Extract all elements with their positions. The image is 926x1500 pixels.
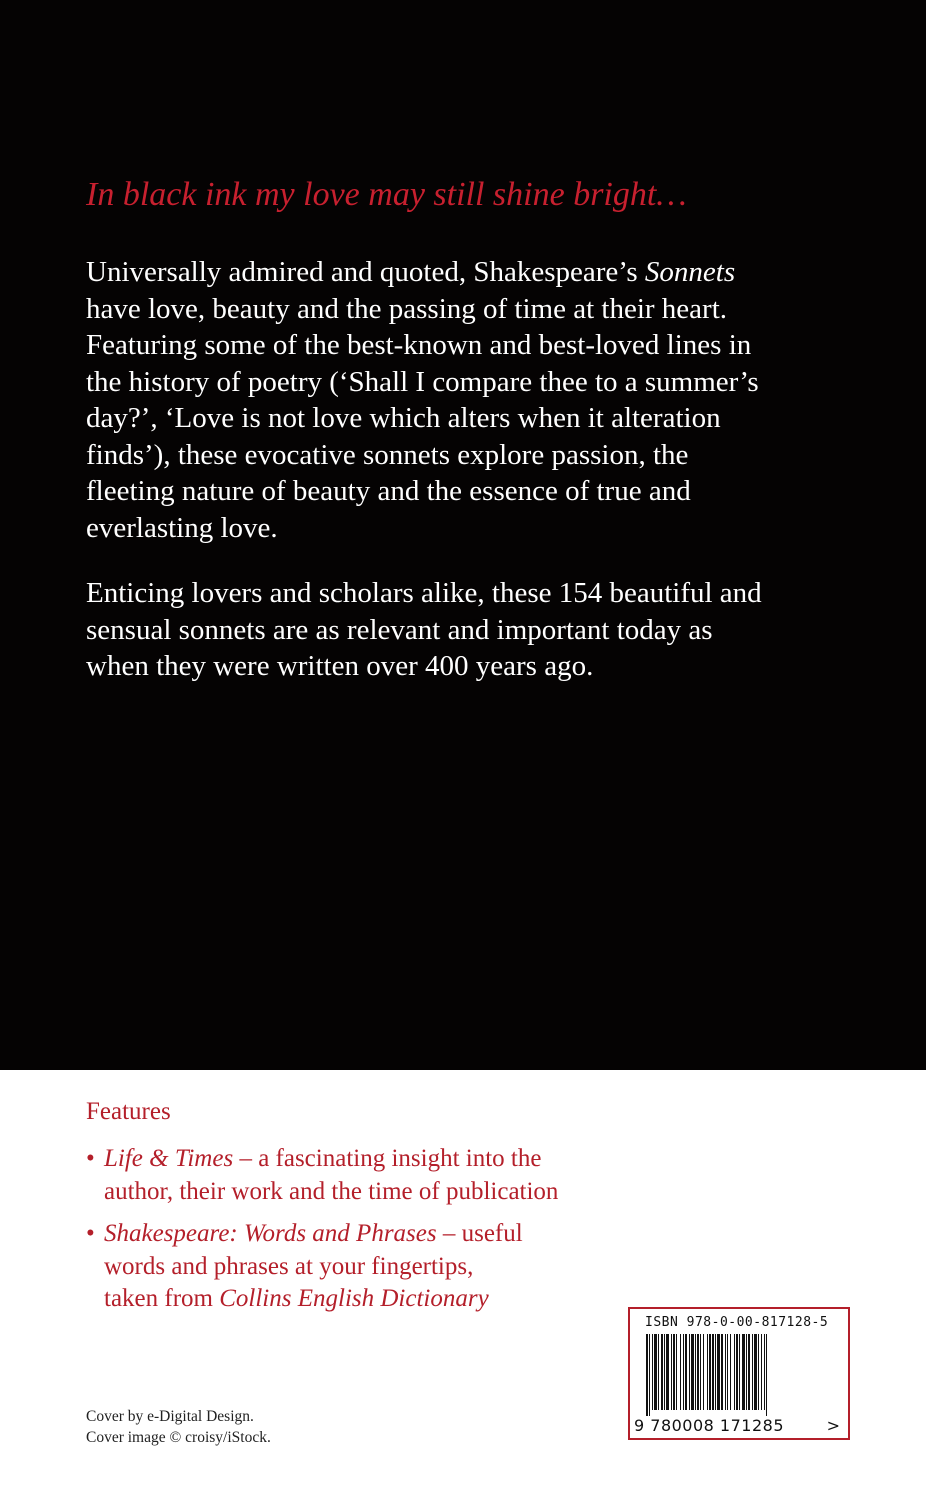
- barcode-arrow: >: [826, 1416, 840, 1435]
- blurb-line: have love, beauty and the passing of time at their heart.: [86, 292, 728, 325]
- barcode-bar: [652, 1334, 653, 1410]
- blurb-line: sensual sonnets are as relevant and important today as: [86, 613, 713, 646]
- barcode-bar: [764, 1334, 765, 1410]
- barcode-bar: [725, 1334, 726, 1410]
- barcode-bar: [748, 1334, 750, 1410]
- feature-description: taken from: [104, 1285, 220, 1312]
- barcode-bar: [691, 1334, 694, 1410]
- feature-line: [104, 1143, 664, 1176]
- barcode-bar: [695, 1334, 696, 1410]
- barcode-bar: [758, 1334, 759, 1410]
- bullet-icon: •: [86, 1145, 95, 1172]
- feature-name: Shakespeare: Words and Phrases: [104, 1220, 437, 1247]
- blurb-line: Enticing lovers and scholars alike, these 154 beautiful and: [86, 577, 762, 609]
- barcode-bar: [746, 1334, 747, 1410]
- blurb-line: day?’, ‘Love is not love which alters when it alteration: [86, 402, 721, 434]
- barcode-bar: [671, 1334, 672, 1410]
- barcode-bar: [676, 1334, 677, 1410]
- barcode-bar: [730, 1334, 731, 1410]
- barcode-bar: [658, 1334, 659, 1410]
- blurb-line: finds’), these evocative sonnets explore passion, the: [86, 438, 689, 471]
- barcode-bar: [646, 1334, 648, 1416]
- barcode-bar: [727, 1334, 728, 1410]
- dictionary-title-italic: Collins English Dictionary: [219, 1285, 489, 1312]
- blurb-line: Featuring some of the best-known and best-loved lines in: [86, 329, 752, 361]
- book-title-italic: Sonnets: [644, 256, 736, 288]
- barcode-bar: [712, 1334, 714, 1410]
- cover-credits: [86, 1406, 271, 1448]
- feature-description: – useful: [436, 1220, 523, 1247]
- barcode-bar: [673, 1334, 675, 1410]
- barcode-bar: [766, 1334, 767, 1416]
- blurb-paragraph-1: [86, 254, 866, 546]
- barcode-bar: [742, 1334, 745, 1410]
- blurb-paragraph-2: [86, 575, 866, 685]
- isbn-barcode-box: [628, 1307, 850, 1440]
- blurb-line: when they were written over 400 years ago.: [86, 650, 594, 682]
- feature-description: – a fascinating insight into the: [233, 1145, 542, 1172]
- barcode-bar: [661, 1334, 663, 1410]
- blurb-text: Universally admired and quoted, Shakespeare’s: [86, 256, 645, 288]
- feature-line: [104, 1283, 664, 1316]
- barcode-bar: [721, 1334, 723, 1410]
- features-heading: Features: [86, 1098, 171, 1125]
- blurb-line: the history of poetry (‘Shall I compare thee to a summer’s: [86, 365, 759, 398]
- barcode-bar: [666, 1334, 669, 1410]
- isbn-label: ISBN 978-0-00-817128-5: [645, 1315, 829, 1330]
- barcode-bar: [709, 1334, 711, 1410]
- feature-name: Life & Times: [104, 1145, 234, 1172]
- barcode-bar: [685, 1334, 687, 1410]
- cover-image-credit: Cover image © croisy/iStock.: [86, 1429, 271, 1446]
- blurb-line: fleeting nature of beauty and the essence of true and: [86, 475, 691, 507]
- barcode-digits: 9 780008 171285: [634, 1416, 785, 1435]
- barcode-bar: [649, 1334, 650, 1416]
- barcode-icon: [646, 1334, 836, 1416]
- barcode-bar: [717, 1334, 720, 1410]
- feature-item-words-and-phrases: [86, 1218, 664, 1316]
- barcode-bar: [734, 1334, 735, 1410]
- barcode-bar: [707, 1334, 708, 1410]
- barcode-bar: [683, 1334, 684, 1410]
- barcode-bar: [754, 1334, 757, 1410]
- feature-line: author, their work and the time of publication: [104, 1177, 559, 1205]
- features-section: [86, 1096, 559, 1312]
- blurb-line: everlasting love.: [86, 511, 278, 544]
- barcode-bar: [654, 1334, 657, 1410]
- feature-item-life-and-times: [86, 1143, 664, 1208]
- barcode-bar: [680, 1334, 681, 1410]
- blurb-line: [86, 254, 866, 291]
- feature-line: [104, 1218, 664, 1251]
- barcode-bar: [703, 1334, 704, 1410]
- barcode-bar: [761, 1334, 762, 1410]
- bullet-icon: •: [86, 1220, 95, 1247]
- feature-line: words and phrases at your fingertips,: [104, 1252, 474, 1280]
- barcode-bar: [697, 1334, 699, 1410]
- barcode-bar: [689, 1334, 690, 1410]
- barcode-bar: [664, 1334, 665, 1410]
- barcode-bar: [752, 1334, 753, 1410]
- barcode-bar: [739, 1334, 740, 1410]
- barcode-bar: [715, 1334, 716, 1410]
- tagline: In black ink my love may still shine bright…: [86, 176, 687, 213]
- barcode-bar: [736, 1334, 738, 1410]
- barcode-bar: [700, 1334, 701, 1410]
- cover-design-credit: Cover by e-Digital Design.: [86, 1408, 254, 1425]
